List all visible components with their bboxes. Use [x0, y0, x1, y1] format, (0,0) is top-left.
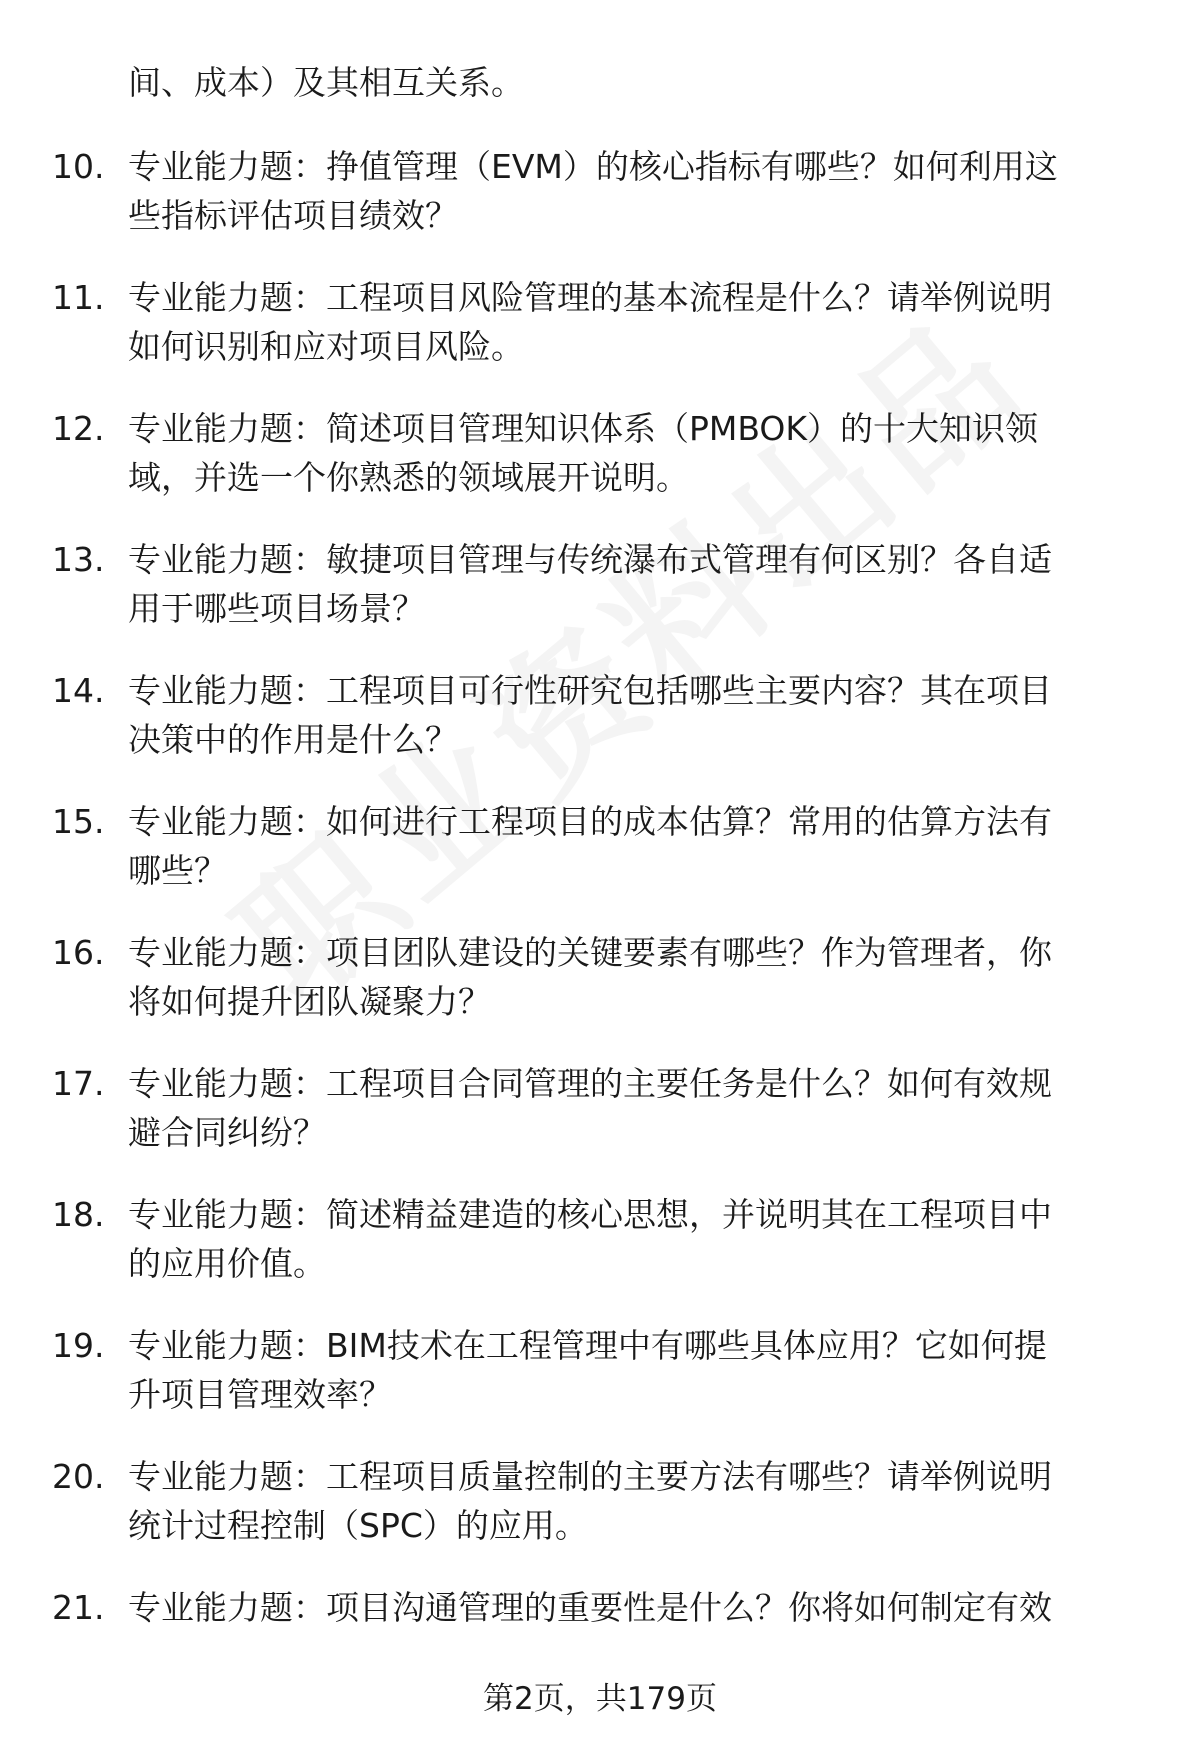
- question-text: [128, 666, 1148, 764]
- question-item: [0, 666, 1200, 797]
- question-item: [0, 797, 1200, 928]
- question-text: [128, 797, 1148, 895]
- continued-text: 间、成本）及其相互关系。: [128, 63, 524, 102]
- question-number: 11.: [52, 278, 105, 317]
- page-footer: 第2页，共179页: [483, 1681, 717, 1717]
- question-item: [0, 1059, 1200, 1190]
- question-text: [128, 1059, 1148, 1157]
- question-text: [128, 273, 1148, 371]
- question-item: [0, 404, 1200, 535]
- question-text-line: 专业能力题：工程项目合同管理的主要任务是什么？如何有效规: [128, 1064, 1052, 1103]
- question-list: [0, 142, 1200, 1714]
- question-text-line: 域，并选一个你熟悉的领域展开说明。: [128, 458, 689, 497]
- question-text-line: 避合同纠纷？: [128, 1113, 326, 1152]
- question-number: 15.: [52, 802, 105, 841]
- question-text-line: 专业能力题：工程项目质量控制的主要方法有哪些？请举例说明: [128, 1457, 1052, 1496]
- question-number: 17.: [52, 1064, 105, 1103]
- question-text: [128, 142, 1148, 240]
- question-text-line: 专业能力题：BIM技术在工程管理中有哪些具体应用？它如何提: [128, 1326, 1047, 1365]
- question-item: [0, 1452, 1200, 1583]
- question-text-line: 专业能力题：简述项目管理知识体系（PMBOK）的十大知识领: [128, 409, 1039, 448]
- question-item: [0, 535, 1200, 666]
- question-item: [0, 142, 1200, 273]
- question-text-line: 专业能力题：项目团队建设的关键要素有哪些？作为管理者，你: [128, 933, 1052, 972]
- question-text: [128, 1321, 1148, 1419]
- question-text-line: 些指标评估项目绩效？: [128, 196, 458, 235]
- question-text-line: 专业能力题：敏捷项目管理与传统瀑布式管理有何区别？各自适: [128, 540, 1052, 579]
- question-text: [128, 1190, 1148, 1288]
- question-number: 10.: [52, 147, 105, 186]
- question-text-line: 专业能力题：如何进行工程项目的成本估算？常用的估算方法有: [128, 802, 1052, 841]
- question-text-line: 如何识别和应对项目风险。: [128, 327, 524, 366]
- question-number: 18.: [52, 1195, 105, 1234]
- question-text: [128, 535, 1148, 633]
- question-item: [0, 1321, 1200, 1452]
- question-number: 12.: [52, 409, 105, 448]
- question-text-line: 将如何提升团队凝聚力？: [128, 982, 491, 1021]
- question-text-line: 专业能力题：工程项目可行性研究包括哪些主要内容？其在项目: [128, 671, 1052, 710]
- question-text: [128, 1452, 1148, 1550]
- question-number: 19.: [52, 1326, 105, 1365]
- question-text-line: 专业能力题：简述精益建造的核心思想，并说明其在工程项目中: [128, 1195, 1052, 1234]
- question-item: [0, 273, 1200, 404]
- question-text-line: 专业能力题：项目沟通管理的重要性是什么？你将如何制定有效: [128, 1588, 1052, 1627]
- question-text: [128, 404, 1148, 502]
- question-text: [128, 1583, 1148, 1632]
- question-text-line: 的应用价值。: [128, 1244, 326, 1283]
- question-text-line: 用于哪些项目场景？: [128, 589, 425, 628]
- question-text-line: 升项目管理效率？: [128, 1375, 392, 1414]
- question-item: [0, 928, 1200, 1059]
- question-text: [128, 928, 1148, 1026]
- question-text-line: 专业能力题：工程项目风险管理的基本流程是什么？请举例说明: [128, 278, 1052, 317]
- question-number: 14.: [52, 671, 105, 710]
- question-number: 21.: [52, 1588, 105, 1627]
- question-number: 20.: [52, 1457, 105, 1496]
- question-text-line: 统计过程控制（SPC）的应用。: [128, 1506, 588, 1545]
- question-item: [0, 1190, 1200, 1321]
- question-number: 16.: [52, 933, 105, 972]
- question-text-line: 决策中的作用是什么？: [128, 720, 458, 759]
- question-text-line: 专业能力题：挣值管理（EVM）的核心指标有哪些？如何利用这: [128, 147, 1058, 186]
- question-number: 13.: [52, 540, 105, 579]
- question-text-line: 哪些？: [128, 851, 227, 890]
